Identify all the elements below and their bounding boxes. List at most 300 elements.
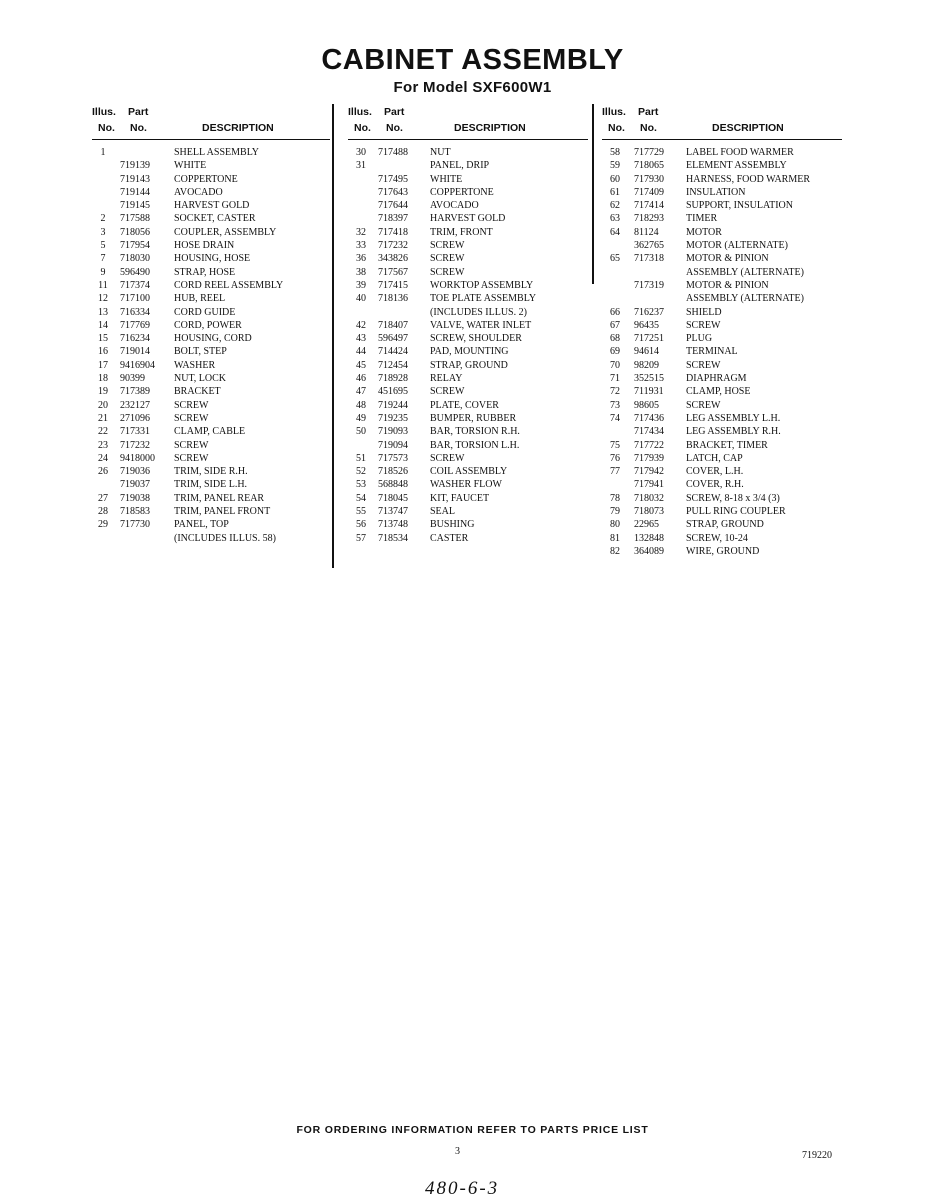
part-description: RELAY	[430, 373, 463, 385]
ordering-footer: FOR ORDERING INFORMATION REFER TO PARTS PRICE LIST	[296, 1124, 649, 1136]
part-number: 717954	[120, 240, 150, 252]
part-description: LEG ASSEMBLY R.H.	[686, 426, 781, 438]
part-number: 718928	[378, 373, 408, 385]
illus-number: 44	[356, 346, 366, 358]
illus-number: 74	[610, 412, 620, 424]
part-number: 717939	[634, 452, 664, 464]
illus-number: 50	[356, 426, 366, 438]
parts-row	[602, 146, 842, 159]
page-title: CABINET ASSEMBLY	[321, 44, 624, 76]
part-description: PANEL, DRIP	[430, 160, 490, 172]
illus-number: 26	[98, 466, 108, 478]
illus-number: 61	[610, 186, 620, 198]
parts-row	[92, 266, 330, 279]
part-description: WHITE	[430, 173, 463, 185]
part-number: 717414	[634, 200, 664, 212]
illus-number: 75	[610, 439, 620, 451]
part-number: 132848	[634, 532, 664, 544]
parts-row	[92, 332, 330, 345]
header-description: DESCRIPTION	[202, 122, 274, 134]
parts-row	[92, 385, 330, 398]
illus-number: 20	[98, 399, 108, 411]
part-number: 716334	[120, 306, 150, 318]
parts-row	[348, 266, 588, 279]
part-number: 719037	[120, 479, 150, 491]
part-number: 719244	[378, 399, 408, 411]
part-number: 352515	[634, 373, 664, 385]
part-description: SCREW	[174, 439, 209, 451]
part-description: COPPERTONE	[430, 186, 494, 198]
header-illus: Illus.	[92, 106, 116, 118]
parts-row	[602, 452, 842, 465]
part-description: HARVEST GOLD	[174, 200, 250, 212]
illus-number: 21	[98, 412, 108, 424]
illus-number: 40	[356, 293, 366, 305]
part-number: 364089	[634, 545, 664, 557]
parts-row	[92, 505, 330, 518]
part-description: SCREW, 10-24	[686, 532, 748, 544]
part-description: CORD REEL ASSEMBLY	[174, 279, 284, 291]
parts-row	[602, 173, 842, 186]
header-illus: Illus.	[348, 106, 372, 118]
part-number: 714424	[378, 346, 408, 358]
handwritten-note: 480-6-3	[425, 1178, 500, 1199]
parts-row	[602, 545, 842, 558]
part-number: 717769	[120, 319, 150, 331]
part-description: SEAL	[430, 506, 455, 518]
illus-number: 45	[356, 359, 366, 371]
parts-row	[348, 279, 588, 292]
illus-number: 67	[610, 319, 620, 331]
parts-row	[602, 319, 842, 332]
parts-row	[92, 306, 330, 319]
parts-row	[602, 505, 842, 518]
part-description: HARVEST GOLD	[430, 213, 506, 225]
part-description: WIRE, GROUND	[686, 545, 760, 557]
illus-number: 66	[610, 306, 620, 318]
parts-row	[92, 425, 330, 438]
part-number: 717488	[378, 147, 408, 158]
part-description: SCREW	[174, 412, 209, 424]
parts-row	[602, 425, 842, 438]
part-description: HOUSING, HOSE	[174, 253, 251, 265]
part-description: PLUG	[686, 333, 713, 345]
illus-number: 65	[610, 253, 620, 265]
illus-number: 76	[610, 452, 620, 464]
parts-row	[348, 226, 588, 239]
parts-column-3	[602, 106, 842, 566]
part-number: 568848	[378, 479, 408, 491]
parts-row	[348, 518, 588, 531]
part-description: SCREW	[430, 266, 465, 278]
illus-number: 53	[356, 479, 366, 491]
illus-number: 48	[356, 399, 366, 411]
part-description: TRIM, PANEL REAR	[174, 492, 265, 504]
illus-number: 5	[100, 240, 106, 252]
column-divider	[592, 104, 594, 284]
part-number: 717930	[634, 173, 664, 185]
parts-row	[92, 478, 330, 491]
illus-number: 69	[610, 346, 620, 358]
part-number: 719144	[120, 186, 150, 198]
parts-row	[92, 239, 330, 252]
part-description: VALVE, WATER INLET	[430, 319, 532, 331]
part-number: 717251	[634, 333, 664, 345]
parts-row	[348, 186, 588, 199]
part-description: ASSEMBLY (ALTERNATE)	[686, 266, 804, 278]
illus-number: 23	[98, 439, 108, 451]
illus-number: 81	[610, 532, 620, 544]
part-number: 717941	[634, 479, 664, 491]
part-number: 718526	[378, 466, 408, 478]
illus-number: 62	[610, 200, 620, 212]
illus-number: 33	[356, 240, 366, 252]
parts-row	[92, 319, 330, 332]
part-description: COUPLER, ASSEMBLY	[174, 226, 277, 238]
parts-row	[92, 186, 330, 199]
part-number: 717418	[378, 226, 408, 238]
part-description: SCREW	[686, 319, 721, 331]
illus-number: 14	[98, 319, 108, 331]
parts-row	[602, 385, 842, 398]
illus-number: 36	[356, 253, 366, 265]
parts-row	[602, 372, 842, 385]
part-description: STRAP, GROUND	[430, 359, 508, 371]
parts-row	[348, 385, 588, 398]
parts-row	[348, 399, 588, 412]
illus-number: 22	[98, 426, 108, 438]
part-number: 718407	[378, 319, 408, 331]
illus-number: 38	[356, 266, 366, 278]
illus-number: 58	[610, 147, 620, 158]
illus-number: 30	[356, 147, 366, 158]
part-description: HUB, REEL	[174, 293, 226, 305]
part-description: KIT, FAUCET	[430, 492, 490, 504]
part-number: 98605	[634, 399, 659, 411]
part-number: 717331	[120, 426, 150, 438]
part-number: 717573	[378, 452, 408, 464]
part-number: 717318	[634, 253, 664, 265]
part-description: CLAMP, CABLE	[174, 426, 246, 438]
header-part: Part	[638, 106, 659, 118]
part-number: 716234	[120, 333, 150, 345]
illus-number: 54	[356, 492, 366, 504]
part-description: SHIELD	[686, 306, 722, 318]
parts-row	[602, 332, 842, 345]
illus-number: 47	[356, 386, 366, 398]
part-description: HOUSING, CORD	[174, 333, 252, 345]
part-number: 712454	[378, 359, 408, 371]
parts-row	[348, 425, 588, 438]
parts-row	[92, 146, 330, 159]
part-description: BAR, TORSION L.H.	[430, 439, 520, 451]
parts-row	[92, 173, 330, 186]
part-description: WASHER FLOW	[430, 479, 502, 491]
part-number: 718056	[120, 226, 150, 238]
header-part-no: No.	[130, 122, 147, 134]
part-number: 9416904	[120, 359, 155, 371]
part-number: 718293	[634, 213, 664, 225]
part-number: 343826	[378, 253, 408, 265]
parts-list	[92, 146, 330, 545]
part-number: 717729	[634, 147, 664, 158]
parts-row	[92, 372, 330, 385]
parts-row	[348, 252, 588, 265]
parts-row	[348, 332, 588, 345]
illus-number: 80	[610, 519, 620, 531]
part-description: PULL RING COUPLER	[686, 506, 786, 518]
parts-row	[602, 306, 842, 319]
header-illus: Illus.	[602, 106, 626, 118]
part-description: SOCKET, CASTER	[174, 213, 256, 225]
part-description: TERMINAL	[686, 346, 738, 358]
header-part: Part	[128, 106, 149, 118]
part-number: 719014	[120, 346, 150, 358]
part-description: COVER, R.H.	[686, 479, 744, 491]
illus-number: 12	[98, 293, 108, 305]
parts-row	[348, 439, 588, 452]
illus-number: 60	[610, 173, 620, 185]
part-number: 719094	[378, 439, 408, 451]
parts-row	[602, 465, 842, 478]
column-header	[92, 106, 330, 140]
part-number: 717319	[634, 279, 664, 291]
header-illus-no: No.	[98, 122, 115, 134]
part-description: SCREW	[430, 253, 465, 265]
part-description: AVOCADO	[174, 186, 223, 198]
part-description: NUT, LOCK	[174, 373, 227, 385]
part-description: SCREW, 8-18 x 3/4 (3)	[686, 492, 780, 504]
part-description: BOLT, STEP	[174, 346, 227, 358]
part-description: PANEL, TOP	[174, 519, 229, 531]
page-number: 3	[455, 1146, 460, 1157]
part-number: 717588	[120, 213, 150, 225]
part-number: 717436	[634, 412, 664, 424]
illus-number: 56	[356, 519, 366, 531]
illus-number: 11	[98, 279, 108, 291]
column-header	[602, 106, 842, 140]
header-rule	[92, 139, 330, 140]
parts-list	[348, 146, 588, 545]
parts-row	[92, 518, 330, 531]
part-description: BAR, TORSION R.H.	[430, 426, 520, 438]
parts-row	[348, 212, 588, 225]
part-description: CASTER	[430, 532, 469, 544]
part-description: AVOCADO	[430, 200, 479, 212]
part-number: 451695	[378, 386, 408, 398]
parts-row	[348, 319, 588, 332]
part-number: 362765	[634, 240, 664, 252]
illus-number: 2	[100, 213, 106, 225]
parts-row	[348, 412, 588, 425]
part-description: COPPERTONE	[174, 173, 238, 185]
part-number: 717434	[634, 426, 664, 438]
illus-number: 19	[98, 386, 108, 398]
parts-row	[348, 359, 588, 372]
part-description: LEG ASSEMBLY L.H.	[686, 412, 781, 424]
part-description: SCREW	[686, 399, 721, 411]
part-description: MOTOR & PINION	[686, 279, 769, 291]
illus-number: 82	[610, 545, 620, 557]
part-description: CORD, POWER	[174, 319, 242, 331]
part-number: 717730	[120, 519, 150, 531]
illus-number: 57	[356, 532, 366, 544]
illus-number: 32	[356, 226, 366, 238]
parts-row	[92, 492, 330, 505]
part-description: MOTOR	[686, 226, 722, 238]
part-number: 718030	[120, 253, 150, 265]
illus-number: 72	[610, 386, 620, 398]
part-number: 718073	[634, 506, 664, 518]
header-rule	[602, 139, 842, 140]
part-description: ELEMENT ASSEMBLY	[686, 160, 787, 172]
part-number: 713747	[378, 506, 408, 518]
part-number: 98209	[634, 359, 659, 371]
model-subtitle: For Model SXF600W1	[393, 79, 552, 96]
header-illus-no: No.	[354, 122, 371, 134]
part-number: 717722	[634, 439, 664, 451]
illus-number: 49	[356, 412, 366, 424]
illus-number: 27	[98, 492, 108, 504]
part-number: 718032	[634, 492, 664, 504]
parts-row	[92, 452, 330, 465]
parts-row	[348, 465, 588, 478]
parts-row	[92, 412, 330, 425]
part-number: 719235	[378, 412, 408, 424]
parts-row	[348, 239, 588, 252]
illus-number: 71	[610, 373, 620, 385]
parts-row	[348, 532, 588, 545]
part-description: SHELL ASSEMBLY	[174, 147, 260, 158]
illus-number: 63	[610, 213, 620, 225]
illus-number: 55	[356, 506, 366, 518]
part-description: TRIM, PANEL FRONT	[174, 506, 271, 518]
part-description: (INCLUDES ILLUS. 2)	[430, 306, 527, 318]
part-description: SCREW	[430, 240, 465, 252]
part-number: 81124	[634, 226, 659, 238]
part-number: 716237	[634, 306, 664, 318]
part-number: 719145	[120, 200, 150, 212]
part-description: MOTOR & PINION	[686, 253, 769, 265]
part-number: 718065	[634, 160, 664, 172]
illus-number: 52	[356, 466, 366, 478]
illus-number: 59	[610, 160, 620, 172]
illus-number: 39	[356, 279, 366, 291]
part-description: MOTOR (ALTERNATE)	[686, 240, 788, 252]
document-number: 719220	[802, 1150, 832, 1161]
column-header	[348, 106, 588, 140]
illus-number: 16	[98, 346, 108, 358]
parts-row	[602, 532, 842, 545]
illus-number: 17	[98, 359, 108, 371]
parts-row	[348, 306, 588, 319]
parts-row	[602, 478, 842, 491]
part-number: 713748	[378, 519, 408, 531]
part-description: CORD GUIDE	[174, 306, 236, 318]
part-number: 717567	[378, 266, 408, 278]
parts-row	[602, 279, 842, 292]
part-description: TOE PLATE ASSEMBLY	[430, 293, 537, 305]
part-description: HARNESS, FOOD WARMER	[686, 173, 811, 185]
parts-row	[348, 452, 588, 465]
part-description: SCREW	[686, 359, 721, 371]
part-description: BUMPER, RUBBER	[430, 412, 517, 424]
part-number: 717643	[378, 186, 408, 198]
part-description: WASHER	[174, 359, 216, 371]
part-number: 717942	[634, 466, 664, 478]
part-description: BRACKET	[174, 386, 221, 398]
part-description: STRAP, GROUND	[686, 519, 764, 531]
illus-number: 78	[610, 492, 620, 504]
parts-row	[602, 186, 842, 199]
part-description: SCREW	[174, 452, 209, 464]
part-description: NUT	[430, 147, 451, 158]
part-description: (INCLUDES ILLUS. 58)	[174, 532, 276, 544]
parts-row	[348, 292, 588, 305]
part-number: 719036	[120, 466, 150, 478]
illus-number: 70	[610, 359, 620, 371]
parts-row	[602, 266, 842, 279]
parts-list	[602, 146, 842, 558]
part-number: 718045	[378, 492, 408, 504]
parts-row	[92, 465, 330, 478]
illus-number: 24	[98, 452, 108, 464]
part-number: 717232	[378, 240, 408, 252]
parts-row	[602, 399, 842, 412]
part-number: 718397	[378, 213, 408, 225]
parts-column-2	[348, 106, 588, 566]
parts-row	[92, 226, 330, 239]
part-number: 271096	[120, 412, 150, 424]
part-number: 719038	[120, 492, 150, 504]
parts-row	[348, 372, 588, 385]
part-description: SCREW	[430, 386, 465, 398]
part-description: SUPPORT, INSULATION	[686, 200, 794, 212]
parts-row	[602, 412, 842, 425]
part-number: 719093	[378, 426, 408, 438]
part-description: COVER, L.H.	[686, 466, 744, 478]
part-description: DIAPHRAGM	[686, 373, 747, 385]
part-description: TIMER	[686, 213, 718, 225]
illus-number: 64	[610, 226, 620, 238]
illus-number: 42	[356, 319, 366, 331]
part-description: SCREW, SHOULDER	[430, 333, 522, 345]
part-description: PLATE, COVER	[430, 399, 499, 411]
part-description: TRIM, FRONT	[430, 226, 493, 238]
part-number: 719139	[120, 160, 150, 172]
illus-number: 31	[356, 160, 366, 172]
part-number: 717232	[120, 439, 150, 451]
illus-number: 7	[100, 253, 106, 265]
illus-number: 28	[98, 506, 108, 518]
part-number: 719143	[120, 173, 150, 185]
parts-row	[92, 359, 330, 372]
parts-row	[92, 159, 330, 172]
part-number: 718136	[378, 293, 408, 305]
part-description: BUSHING	[430, 519, 475, 531]
parts-row	[602, 439, 842, 452]
part-description: CLAMP, HOSE	[686, 386, 751, 398]
parts-column-1	[92, 106, 330, 566]
illus-number: 9	[100, 266, 106, 278]
part-number: 718583	[120, 506, 150, 518]
parts-row	[602, 492, 842, 505]
parts-row	[602, 292, 842, 305]
illus-number: 29	[98, 519, 108, 531]
illus-number: 43	[356, 333, 366, 345]
parts-row	[92, 345, 330, 358]
part-number: 596490	[120, 266, 150, 278]
